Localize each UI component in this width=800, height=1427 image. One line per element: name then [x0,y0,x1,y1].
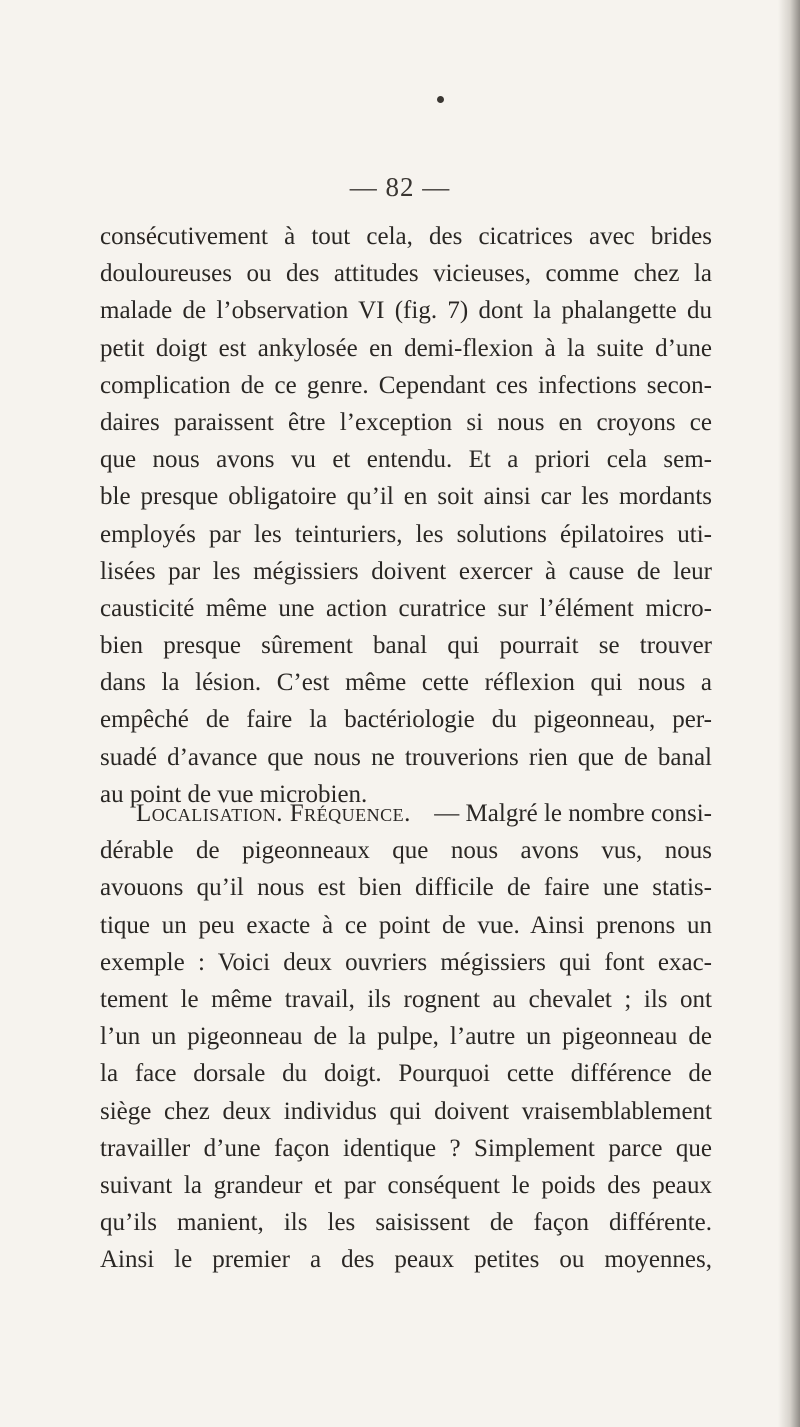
text-line: travailler d’une façon identique ? Simplement parce que [100,1134,712,1162]
text-line: au point de vue microbien. [100,780,368,808]
text-line: que nous avons vu et entendu. Et a priori cela sem- [100,446,712,474]
paragraph-2 [100,795,712,1278]
text-line: Ainsi le premier a des peaux petites ou moyennes, [100,1246,712,1274]
ink-speck [437,96,444,103]
text-line: avouons qu’il nous est bien difficile de faire une statis- [100,874,712,902]
text-line: tique un peu exacte à ce point de vue. Ainsi prenons un [100,911,712,939]
page-edge-shadow [778,0,800,1427]
text-line: empêché de faire la bactériologie du pigeonneau, per- [100,706,712,734]
paragraph-1 [100,218,712,813]
section-heading: Localisation. Fréquence. [136,800,411,827]
text-line: malade de l’observation VI (fig. 7) dont la phalangette du [100,297,712,325]
text-line: daires paraissent être l’exception si nous en croyons ce [100,408,712,436]
text-line: lisées par les mégissiers doivent exercer à cause de leur [100,557,712,585]
text-line: bien presque sûrement banal qui pourrait se trouver [100,632,712,660]
page-number: — 82 — [349,172,451,202]
text-line: l’un un pigeonneau de la pulpe, l’autre un pigeonneau de [100,1023,712,1051]
text-line: complication de ce genre. Cependant ces infections secon- [100,371,712,399]
text-line-continuation: — Malgré le nombre consi- [434,800,712,827]
text-line: causticité même une action curatrice sur l’élément micro- [100,594,712,622]
text-line: siège chez deux individus qui doivent vraisemblablement [100,1097,712,1125]
text-line: petit doigt est ankylosée en demi-flexion à la suite d’une [100,334,712,362]
text-line: ble presque obligatoire qu’il en soit ainsi car les mordants [100,483,712,511]
text-line: employés par les teinturiers, les solutions épilatoires uti- [100,520,712,548]
paragraph-first-line [100,795,712,832]
text-line: suivant la grandeur et par conséquent le poids des peaux [100,1171,712,1199]
text-line: dans la lésion. C’est même cette réflexion qui nous a [100,669,712,697]
text-line: dérable de pigeonneaux que nous avons vus, nous [100,837,712,865]
text-line: qu’ils manient, ils les saisissent de façon différente. [100,1209,712,1237]
text-line: douloureuses ou des attitudes vicieuses, comme chez la [100,260,712,288]
text-line: exemple : Voici deux ouvriers mégissiers qui font exac- [100,948,712,976]
text-line: la face dorsale du doigt. Pourquoi cette différence de [100,1060,712,1088]
text-line: suadé d’avance que nous ne trouverions rien que de banal [100,743,712,771]
text-line: consécutivement à tout cela, des cicatrices avec brides [100,223,712,250]
text-line: tement le même travail, ils rognent au chevalet ; ils ont [100,985,712,1013]
